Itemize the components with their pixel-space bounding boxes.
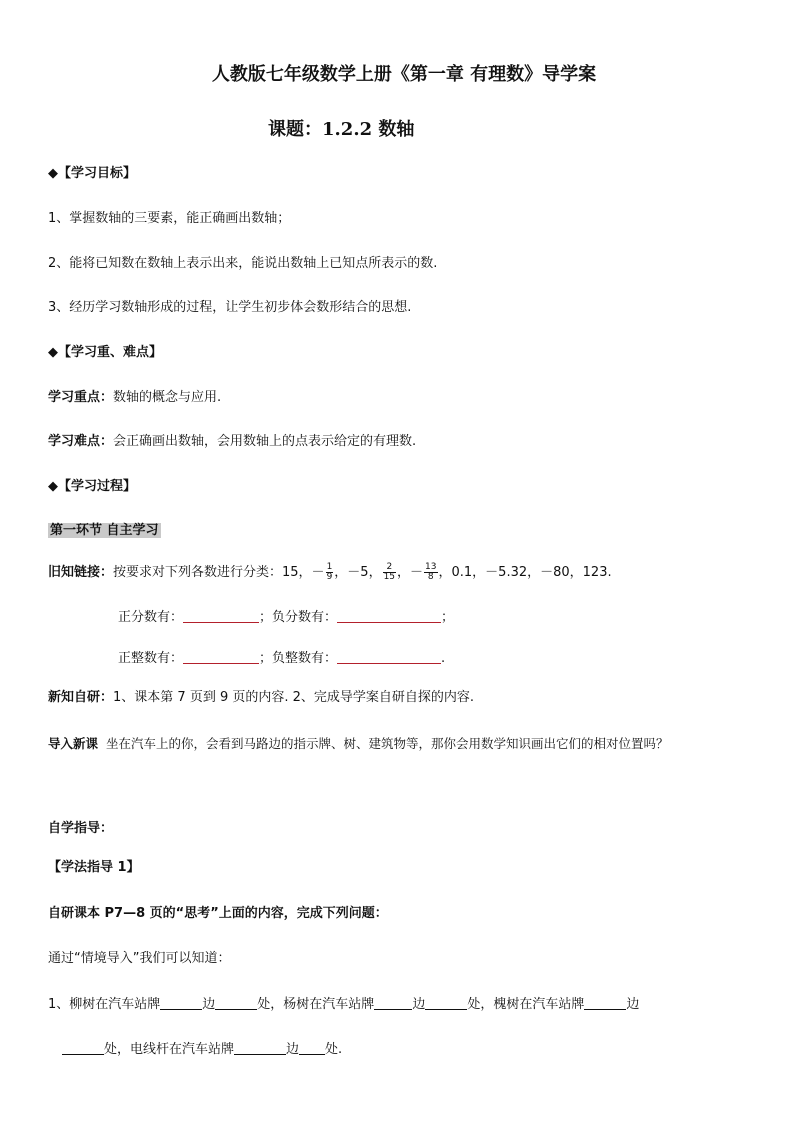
q1-locust-distance-blank[interactable] [62,1041,104,1055]
negative-fraction-blank[interactable] [337,609,441,623]
fraction-1: $\frac{1}{9}$ [326,562,333,582]
section-goals-heading: ◆【学习目标】 [48,166,136,181]
question-1-continued: 处，电线杆在汽车站牌 边 处. [62,1041,342,1058]
page-title: 人教版七年级数学上册《第一章 有理数》导学案 [211,64,597,85]
goal-1: 1、掌握数轴的三要素，能正确画出数轴； [48,211,291,226]
difficulty-point [48,434,416,450]
new-knowledge-line [48,690,474,706]
review-text: 按要求对下列各数进行分类：15，－ [113,565,325,580]
review-label: 旧知链接： [48,565,114,580]
question-1-line: 1、柳树在汽车站牌 边 处，杨树在汽车站牌 边 处，槐树在汽车站牌 边 [48,997,640,1012]
difficulty-label: 学习难点： [48,434,114,449]
key-point-text: 数轴的概念与应用. [113,390,222,405]
q1-poplar-distance-blank[interactable] [425,996,467,1010]
new-knowledge-label: 新知自研： [48,690,114,705]
positive-fraction-blank[interactable] [183,609,259,623]
key-point [48,390,221,406]
goal-3: 3、经历学习数轴形成的过程，让学生初步体会数形结合的思想. [48,300,412,315]
lesson-subtitle: 课题：1.2.2 数轴 [268,119,415,140]
goal-2: 2、能将已知数在数轴上表示出来，能说出数轴上已知点所表示的数. [48,256,438,271]
q1-willow-direction-blank[interactable] [160,996,202,1010]
fraction-classify-line: 正分数有： ；负分数有： ； [118,610,455,625]
positive-integer-blank[interactable] [183,650,259,664]
method-guide-1: 【学法指导 1】 [48,860,140,875]
review-line: 旧知链接：按要求对下列各数进行分类：15，－ $\frac{1}{9}$ ，－5， $\frac{2}{15}$ ，－ $\frac{13}{8}$ ，0.1，－5.32，－80，123. [48,562,612,582]
fraction-3: $\frac{13}{8}$ [425,562,437,582]
intro-line [48,736,668,752]
intro-text: 坐在汽车上的你，会看到马路边的指示牌、树、建筑物等，那你会用数学知识画出它们的相对位置吗？ [105,736,669,751]
section-process-heading: ◆【学习过程】 [48,479,136,494]
situation-line: 通过“情境导入”我们可以知道： [48,951,231,966]
study-task: 自研课本 P7—8 页的“思考”上面的内容，完成下列问题： [48,906,388,921]
section-key-heading: ◆【学习重、难点】 [48,345,162,360]
review-tail: ，0.1，－5.32，－80，123. [438,565,612,580]
q1-locust-direction-blank[interactable] [584,996,626,1010]
self-study-guide: 自学指导： [48,821,114,836]
fraction-2: $\frac{2}{15}$ [383,562,396,582]
integer-classify-line: 正整数有： ；负整数有： . [118,651,446,666]
q1-willow-distance-blank[interactable] [215,996,257,1010]
q1-pole-direction-blank[interactable] [234,1041,286,1055]
stage-1-heading [48,523,161,539]
key-point-label: 学习重点： [48,390,114,405]
q1-poplar-direction-blank[interactable] [374,996,412,1010]
stage-1-label: 第一环节 自主学习 [50,523,159,538]
new-knowledge-text: 1、课本第 7 页到 9 页的内容. 2、完成导学案自研自探的内容. [113,690,475,705]
negative-integer-blank[interactable] [337,650,441,664]
intro-label: 导入新课 [48,736,99,751]
difficulty-text: 会正确画出数轴，会用数轴上的点表示给定的有理数. [113,434,417,449]
q1-pole-distance-blank[interactable] [299,1041,325,1055]
